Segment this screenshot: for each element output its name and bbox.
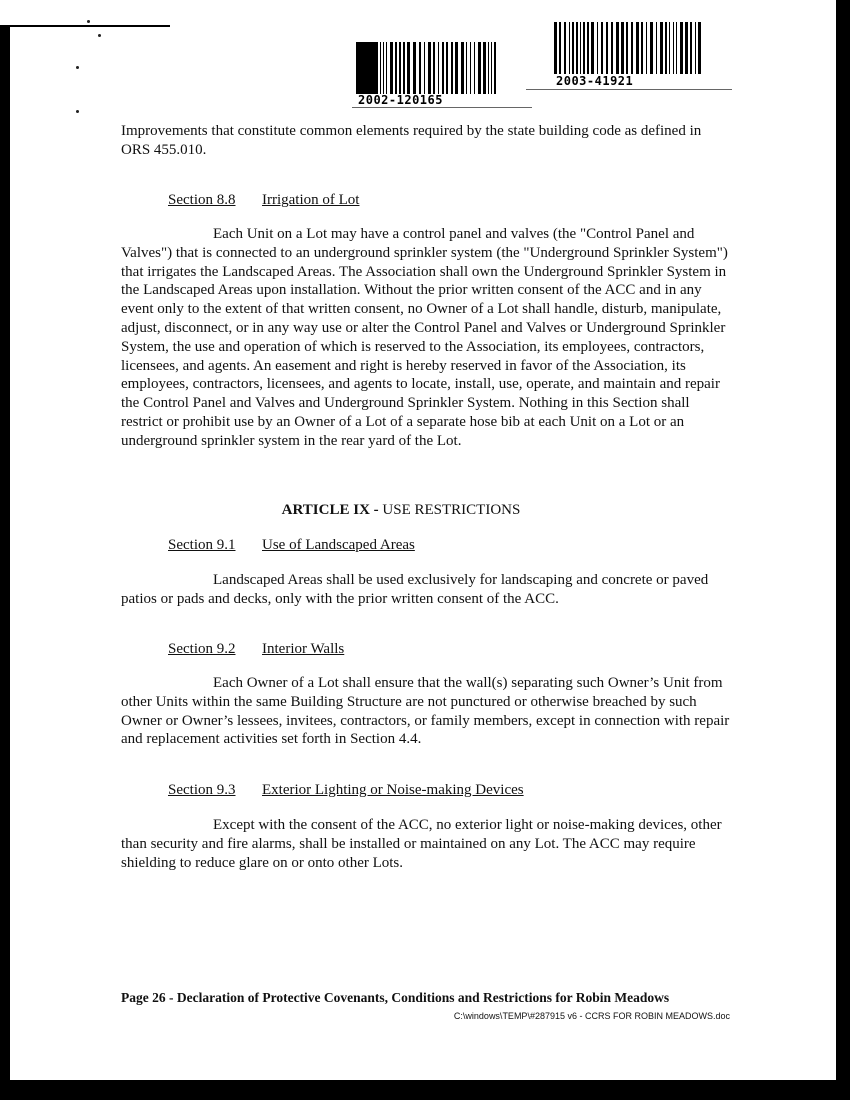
section-title: Exterior Lighting or Noise-making Devices — [262, 782, 524, 798]
article-title: USE RESTRICTIONS — [382, 502, 521, 518]
section-title: Irrigation of Lot — [262, 192, 360, 208]
scan-speck — [87, 20, 90, 23]
section-heading-9-2 — [168, 640, 344, 659]
section-number: Section 9.1 — [168, 537, 236, 553]
section-heading-9-1 — [168, 536, 415, 555]
section-body-9-2: Each Owner of a Lot shall ensure that the wall(s) separating such Owner’s Unit from other Units within the same Building Structure are not punctured or otherwise breached by such Owner or Owner’s lessees, invitees, contractors, or family members, except in connection with repair and replacement activities set forth in Section 4.4. — [121, 675, 730, 748]
recording-number-1: 2002-120165 — [358, 93, 443, 107]
section-number: Section 9.3 — [168, 782, 236, 798]
section-body-8-8: Each Unit on a Lot may have a control panel and valves (the "Control Panel and Valves") that is connected to an underground sprinkler system (the "Underground Sprinkler System") that irrigates the Landscaped Areas. The Association shall own the Underground Sprinkler System in the Landscaped Areas upon installation. Without the prior written consent of the ACC and in any event only to the extent of that written consent, no Owner of a Lot shall handle, disturb, manipulate, adjust, disconnect, or in any way use or alter the Control Panel and Valves or Underground Sprinkler System, the use and operation of which is reserved to the Association, its employees, contractors, licensees, and agents. An easement and right is hereby reserved in favor of the Association, its employees, contractors, licensees, and agents to locate, install, use, operate, and maintain and repair the Control Panel and Valves and Underground Sprinkler System. Nothing in this Section shall restrict or prohibit use by an Owner of a Lot of a separate hose bib at each Unit on a Lot or an underground sprinkler system in the rear yard of the Lot. — [121, 226, 728, 449]
scan-speck — [76, 110, 79, 113]
scan-border-bottom — [0, 1080, 850, 1100]
scan-top-line — [10, 25, 170, 27]
section-body-9-1: Landscaped Areas shall be used exclusively for landscaping and concrete or paved patios or pads and decks, only with the prior written consent of the ACC. — [121, 572, 709, 607]
barcode-underline — [526, 89, 732, 90]
article-heading — [121, 501, 681, 520]
section-heading-9-3 — [168, 781, 524, 800]
section-number: Section 9.2 — [168, 641, 236, 657]
scan-border-left — [0, 25, 10, 1100]
section-heading-8-8 — [168, 191, 359, 210]
section-number: Section 8.8 — [168, 192, 236, 208]
scan-speck — [76, 66, 79, 69]
scan-speck — [98, 34, 101, 37]
recording-barcode-1 — [356, 42, 498, 94]
article-label: ARTICLE IX - — [281, 502, 379, 518]
recording-barcode-2 — [554, 22, 702, 74]
document-file-path: C:\windows\TEMP\#287915 v6 - CCRS FOR ROBIN MEADOWS.doc — [453, 1011, 730, 1021]
section-body-9-3: Except with the consent of the ACC, no exterior light or noise-making devices, other than security and fire alarms, shall be installed or maintained on any Lot. The ACC may require shielding to reduce glare on or onto other Lots. — [121, 817, 722, 871]
continued-paragraph: Improvements that constitute common elements required by the state building code as defined in ORS 455.010. — [121, 123, 702, 158]
scan-border-right — [836, 0, 850, 1100]
recording-number-2: 2003-41921 — [556, 74, 634, 88]
page-footer-title: Page 26 - Declaration of Protective Covenants, Conditions and Restrictions for Robin Meadows — [121, 990, 670, 1005]
barcode-underline — [352, 107, 532, 108]
section-title: Use of Landscaped Areas — [262, 537, 415, 553]
section-title: Interior Walls — [262, 641, 345, 657]
